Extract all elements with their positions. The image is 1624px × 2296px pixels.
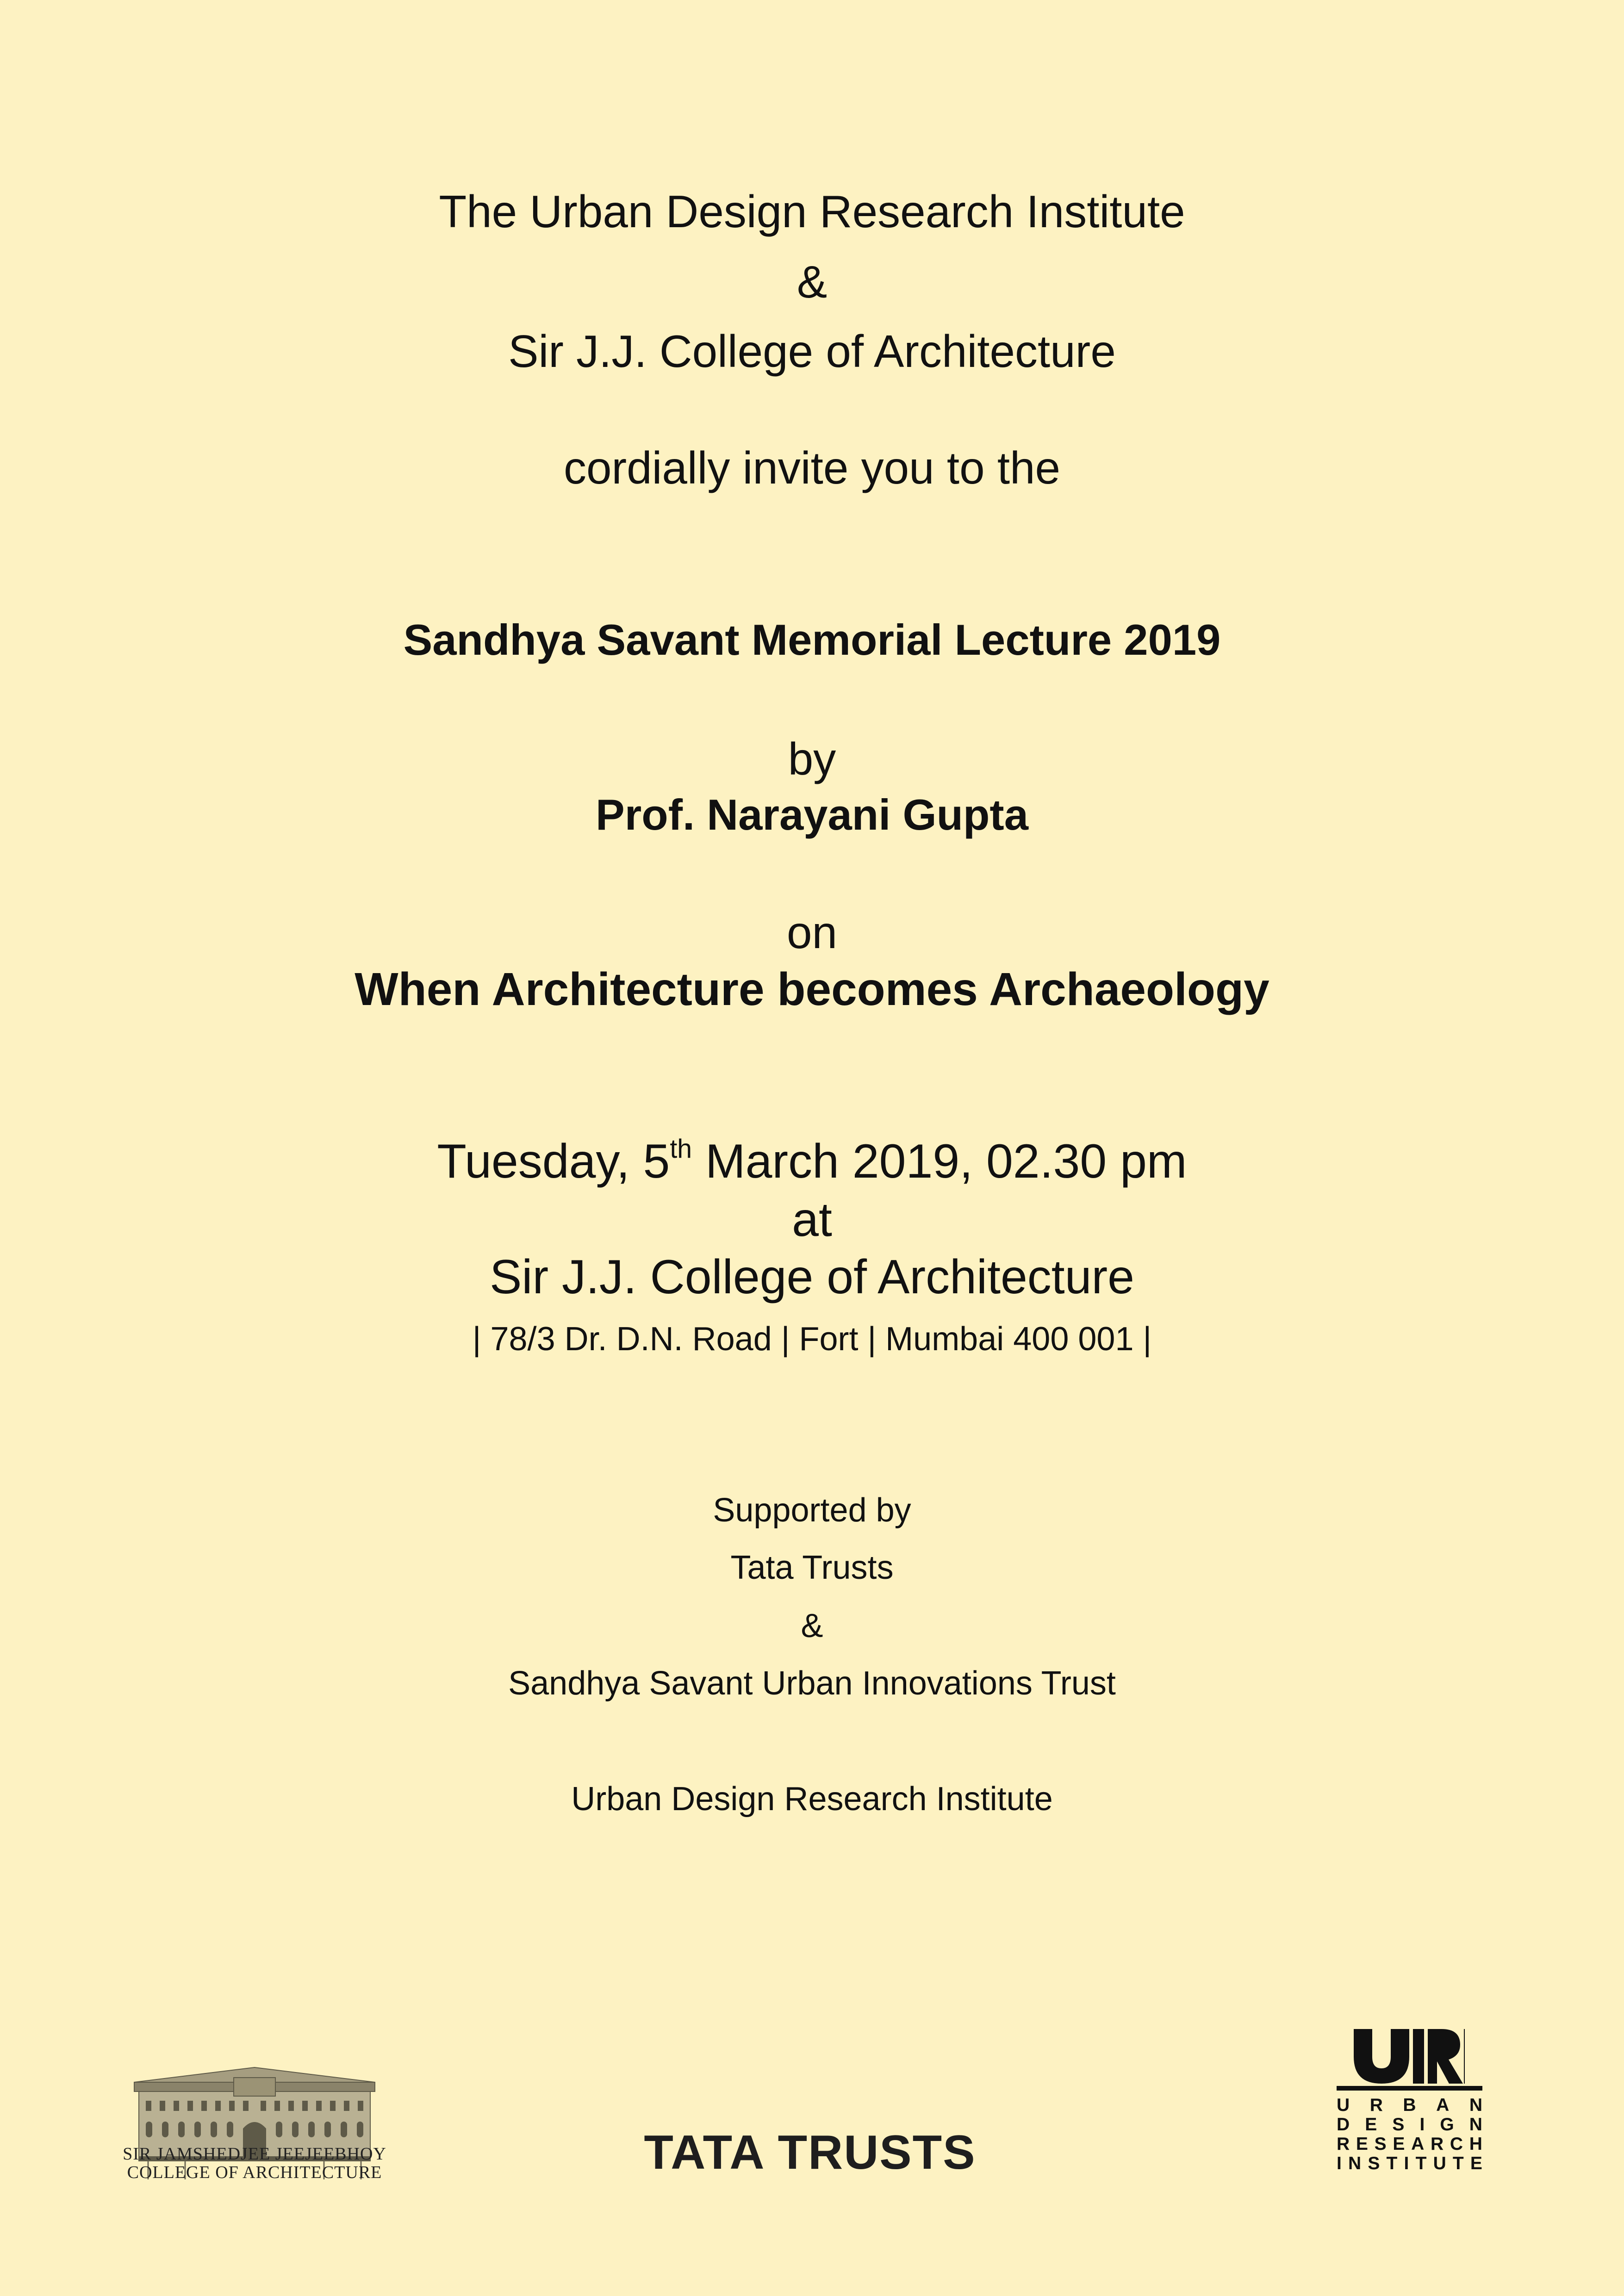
tata-trusts-logo: TATA TRUSTS xyxy=(644,2126,976,2179)
udri-word-design: D E S I G N xyxy=(1337,2115,1482,2135)
host-org-1: The Urban Design Research Institute xyxy=(439,186,1185,237)
invite-text: cordially invite you to the xyxy=(563,442,1061,493)
event-date xyxy=(0,1134,1624,1188)
udri-logo-mark xyxy=(1354,2029,1465,2085)
speaker-name: Prof. Narayani Gupta xyxy=(596,790,1028,839)
on-text: on xyxy=(786,907,837,958)
udri-word-research: R E S E A R C H xyxy=(1337,2134,1482,2154)
host-org-2: Sir J.J. College of Architecture xyxy=(508,326,1116,377)
at-text: at xyxy=(792,1193,832,1247)
date-superscript: th xyxy=(670,1134,692,1164)
jj-logo-line-1: SIR JAMSHEDJEE JEEJEEBHOY xyxy=(123,2144,386,2164)
venue-address: | 78/3 Dr. D.N. Road | Fort | Mumbai 400 001 | xyxy=(472,1321,1152,1358)
date-prefix: Tuesday, 5 xyxy=(437,1135,670,1188)
udri-word-urban: U R B A N xyxy=(1337,2095,1482,2115)
udri-word-institute: I N S T I T U T E xyxy=(1337,2153,1482,2173)
supported-by-label: Supported by xyxy=(713,1492,911,1529)
sponsor-udri: Urban Design Research Institute xyxy=(571,1781,1053,1818)
by-text: by xyxy=(788,733,836,784)
lecture-title: Sandhya Savant Memorial Lecture 2019 xyxy=(403,615,1221,664)
ampersand: & xyxy=(796,256,828,307)
sponsor-sandhya-savant-trust: Sandhya Savant Urban Innovations Trust xyxy=(508,1665,1116,1702)
sponsor-tata-trusts: Tata Trusts xyxy=(730,1549,894,1586)
sponsor-ampersand: & xyxy=(801,1607,823,1644)
udri-logo-bar xyxy=(1337,2086,1482,2091)
jj-logo-line-2: COLLEGE OF ARCHITECTURE xyxy=(127,2163,382,2182)
date-suffix: March 2019, 02.30 pm xyxy=(692,1135,1187,1188)
venue-name: Sir J.J. College of Architecture xyxy=(489,1250,1135,1304)
lecture-topic: When Architecture becomes Archaeology xyxy=(355,963,1269,1015)
